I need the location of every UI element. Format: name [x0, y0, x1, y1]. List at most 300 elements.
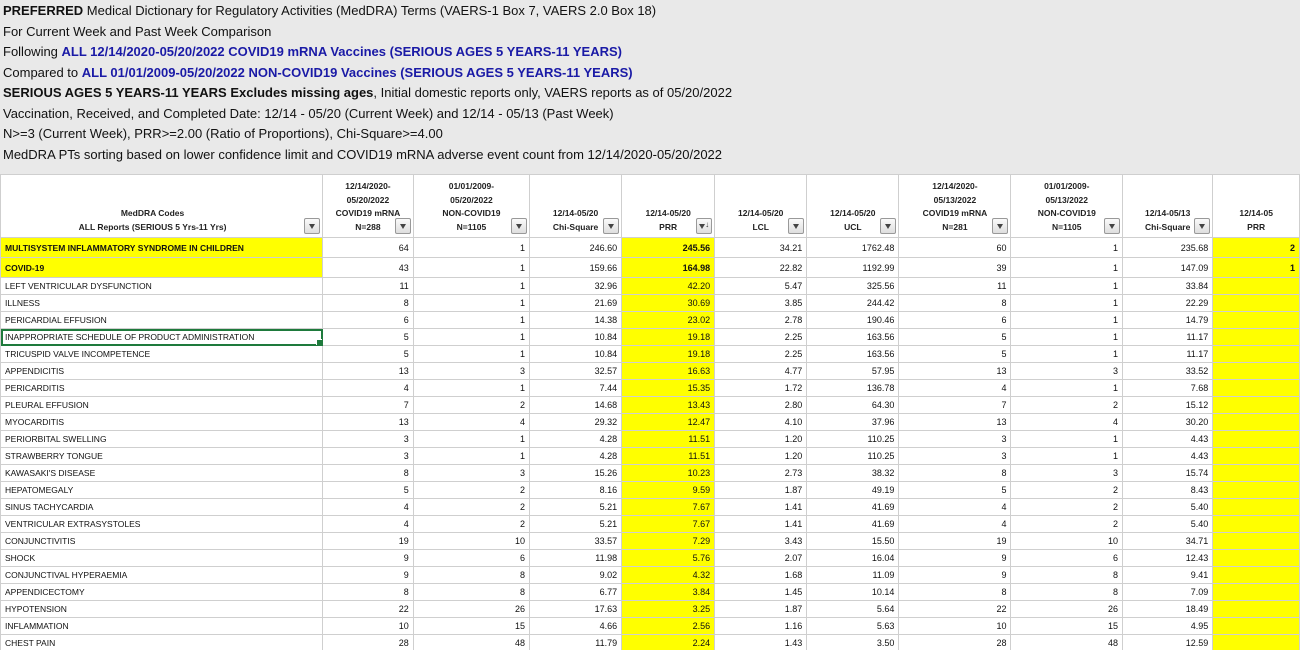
cell-col-3[interactable]: 11.98	[530, 550, 622, 567]
cell-col-1[interactable]: 8	[323, 295, 414, 312]
cell-col-7[interactable]: 60	[899, 238, 1011, 258]
cell-col-7[interactable]: 3	[899, 431, 1011, 448]
cell-meddra-term[interactable]	[1, 414, 323, 431]
cell-col-4[interactable]: 23.02	[622, 312, 715, 329]
cell-col-10[interactable]	[1213, 431, 1300, 448]
cell-col-5[interactable]: 1.41	[715, 516, 807, 533]
cell-col-4[interactable]: 30.69	[622, 295, 715, 312]
cell-col-2[interactable]: 4	[413, 414, 529, 431]
cell-col-7[interactable]: 7	[899, 397, 1011, 414]
cell-col-7[interactable]: 8	[899, 584, 1011, 601]
cell-col-5[interactable]: 2.25	[715, 329, 807, 346]
cell-col-6[interactable]: 10.14	[807, 584, 899, 601]
cell-col-8[interactable]: 1	[1011, 258, 1123, 278]
column-header-2[interactable]	[413, 175, 529, 238]
cell-col-9[interactable]: 11.17	[1123, 329, 1213, 346]
cell-col-9[interactable]: 5.40	[1123, 516, 1213, 533]
cell-col-3[interactable]: 246.60	[530, 238, 622, 258]
cell-col-6[interactable]: 163.56	[807, 329, 899, 346]
cell-col-7[interactable]: 4	[899, 499, 1011, 516]
cell-col-6[interactable]: 1762.48	[807, 238, 899, 258]
cell-col-9[interactable]: 34.71	[1123, 533, 1213, 550]
cell-col-1[interactable]: 9	[323, 567, 414, 584]
cell-col-2[interactable]: 3	[413, 465, 529, 482]
cell-col-1[interactable]: 43	[323, 258, 414, 278]
cell-col-5[interactable]: 1.45	[715, 584, 807, 601]
filter-dropdown-button[interactable]	[788, 218, 804, 234]
cell-col-1[interactable]: 8	[323, 584, 414, 601]
cell-meddra-term[interactable]	[1, 431, 323, 448]
cell-col-2[interactable]: 2	[413, 397, 529, 414]
cell-col-3[interactable]: 8.16	[530, 482, 622, 499]
cell-col-4[interactable]: 42.20	[622, 278, 715, 295]
cell-col-1[interactable]: 4	[323, 516, 414, 533]
filter-dropdown-button[interactable]	[1194, 218, 1210, 234]
cell-col-10[interactable]	[1213, 601, 1300, 618]
cell-col-5[interactable]: 2.80	[715, 397, 807, 414]
cell-col-6[interactable]: 11.09	[807, 567, 899, 584]
filter-dropdown-button[interactable]	[1104, 218, 1120, 234]
cell-col-5[interactable]: 34.21	[715, 238, 807, 258]
cell-col-2[interactable]: 3	[413, 363, 529, 380]
cell-col-10[interactable]	[1213, 482, 1300, 499]
cell-col-2[interactable]: 1	[413, 431, 529, 448]
cell-col-10[interactable]	[1213, 397, 1300, 414]
cell-meddra-term[interactable]	[1, 618, 323, 635]
cell-col-2[interactable]: 15	[413, 618, 529, 635]
cell-col-3[interactable]: 7.44	[530, 380, 622, 397]
cell-col-8[interactable]: 1	[1011, 346, 1123, 363]
cell-col-6[interactable]: 57.95	[807, 363, 899, 380]
cell-col-8[interactable]: 8	[1011, 584, 1123, 601]
cell-col-3[interactable]: 15.26	[530, 465, 622, 482]
cell-col-7[interactable]: 9	[899, 550, 1011, 567]
cell-col-4[interactable]: 11.51	[622, 448, 715, 465]
table-row	[1, 346, 1300, 363]
cell-col-5[interactable]: 1.68	[715, 567, 807, 584]
cell-col-1[interactable]: 4	[323, 380, 414, 397]
data-grid-viewport[interactable]	[0, 174, 1300, 650]
cell-meddra-term[interactable]	[1, 278, 323, 295]
cell-col-10[interactable]	[1213, 465, 1300, 482]
cell-col-2[interactable]: 1	[413, 238, 529, 258]
cell-meddra-term[interactable]	[1, 499, 323, 516]
cell-col-8[interactable]: 1	[1011, 238, 1123, 258]
cell-col-5[interactable]: 2.78	[715, 312, 807, 329]
cell-col-3[interactable]: 6.77	[530, 584, 622, 601]
cell-col-1[interactable]: 3	[323, 431, 414, 448]
cell-meddra-term[interactable]	[1, 346, 323, 363]
cell-col-7[interactable]: 28	[899, 635, 1011, 650]
column-header-3[interactable]	[530, 175, 622, 238]
cell-col-4[interactable]: 3.84	[622, 584, 715, 601]
cell-col-7[interactable]: 5	[899, 329, 1011, 346]
cell-col-2[interactable]: 6	[413, 550, 529, 567]
cell-col-9[interactable]: 15.12	[1123, 397, 1213, 414]
cell-col-5[interactable]: 1.87	[715, 601, 807, 618]
cell-col-1[interactable]: 5	[323, 482, 414, 499]
cell-col-1[interactable]: 10	[323, 618, 414, 635]
cell-col-3[interactable]: 4.66	[530, 618, 622, 635]
cell-col-5[interactable]: 22.82	[715, 258, 807, 278]
cell-col-7[interactable]: 4	[899, 516, 1011, 533]
column-header-6[interactable]	[807, 175, 899, 238]
cell-col-1[interactable]: 7	[323, 397, 414, 414]
cell-col-5[interactable]: 1.87	[715, 482, 807, 499]
cell-col-3[interactable]: 4.28	[530, 448, 622, 465]
cell-col-8[interactable]: 1	[1011, 295, 1123, 312]
cell-col-1[interactable]: 5	[323, 346, 414, 363]
cell-meddra-term[interactable]	[1, 482, 323, 499]
cell-col-2[interactable]: 48	[413, 635, 529, 650]
cell-col-2[interactable]: 2	[413, 499, 529, 516]
cell-col-10[interactable]	[1213, 635, 1300, 650]
cell-col-9[interactable]: 7.68	[1123, 380, 1213, 397]
cell-col-3[interactable]: 5.21	[530, 499, 622, 516]
cell-col-2[interactable]: 1	[413, 312, 529, 329]
cell-col-4[interactable]: 3.25	[622, 601, 715, 618]
column-header-10[interactable]	[1213, 175, 1300, 238]
cell-col-8[interactable]: 2	[1011, 397, 1123, 414]
cell-col-2[interactable]: 1	[413, 278, 529, 295]
cell-col-5[interactable]: 1.43	[715, 635, 807, 650]
cell-col-5[interactable]: 1.16	[715, 618, 807, 635]
cell-col-6[interactable]: 1192.99	[807, 258, 899, 278]
cell-meddra-term[interactable]	[1, 516, 323, 533]
cell-col-10[interactable]	[1213, 312, 1300, 329]
cell-col-6[interactable]: 41.69	[807, 499, 899, 516]
cell-col-5[interactable]: 4.10	[715, 414, 807, 431]
cell-col-3[interactable]: 21.69	[530, 295, 622, 312]
cell-col-4[interactable]: 7.67	[622, 516, 715, 533]
cell-col-10[interactable]	[1213, 533, 1300, 550]
cell-col-6[interactable]: 41.69	[807, 516, 899, 533]
cell-col-8[interactable]: 2	[1011, 482, 1123, 499]
cell-col-5[interactable]: 2.25	[715, 346, 807, 363]
cell-col-1[interactable]: 4	[323, 499, 414, 516]
cell-meddra-term[interactable]	[1, 380, 323, 397]
cell-col-9[interactable]: 4.43	[1123, 448, 1213, 465]
cell-col-6[interactable]: 325.56	[807, 278, 899, 295]
cell-col-7[interactable]: 5	[899, 346, 1011, 363]
cell-col-6[interactable]: 5.64	[807, 601, 899, 618]
cell-meddra-term[interactable]	[1, 329, 323, 346]
cell-col-8[interactable]: 1	[1011, 448, 1123, 465]
cell-col-1[interactable]: 13	[323, 363, 414, 380]
filter-dropdown-button[interactable]	[511, 218, 527, 234]
cell-col-9[interactable]: 8.43	[1123, 482, 1213, 499]
cell-col-7[interactable]: 8	[899, 465, 1011, 482]
filter-dropdown-button[interactable]	[304, 218, 320, 234]
cell-col-3[interactable]: 32.57	[530, 363, 622, 380]
filter-dropdown-button[interactable]	[880, 218, 896, 234]
cell-col-6[interactable]: 3.50	[807, 635, 899, 650]
cell-col-8[interactable]: 1	[1011, 312, 1123, 329]
cell-col-9[interactable]: 4.43	[1123, 431, 1213, 448]
cell-col-7[interactable]: 11	[899, 278, 1011, 295]
cell-col-3[interactable]: 17.63	[530, 601, 622, 618]
cell-col-10[interactable]	[1213, 618, 1300, 635]
cell-col-6[interactable]: 16.04	[807, 550, 899, 567]
cell-col-2[interactable]: 26	[413, 601, 529, 618]
cell-col-6[interactable]: 64.30	[807, 397, 899, 414]
cell-col-2[interactable]: 2	[413, 516, 529, 533]
cell-col-7[interactable]: 13	[899, 414, 1011, 431]
cell-col-1[interactable]: 6	[323, 312, 414, 329]
cell-col-8[interactable]: 1	[1011, 329, 1123, 346]
cell-col-8[interactable]: 2	[1011, 499, 1123, 516]
cell-col-10[interactable]	[1213, 380, 1300, 397]
column-header-1[interactable]	[323, 175, 414, 238]
table-row	[1, 618, 1300, 635]
cell-col-1[interactable]: 19	[323, 533, 414, 550]
meddra-term-text: CONJUNCTIVAL HYPERAEMIA	[5, 570, 128, 580]
cell-col-7[interactable]: 39	[899, 258, 1011, 278]
cell-col-5[interactable]: 3.85	[715, 295, 807, 312]
cell-col-10[interactable]	[1213, 516, 1300, 533]
cell-col-1[interactable]: 22	[323, 601, 414, 618]
cell-col-2[interactable]: 1	[413, 380, 529, 397]
cell-col-6[interactable]: 38.32	[807, 465, 899, 482]
cell-col-5[interactable]: 1.72	[715, 380, 807, 397]
cell-col-8[interactable]: 6	[1011, 550, 1123, 567]
cell-col-7[interactable]: 13	[899, 363, 1011, 380]
column-header-5-line-0: 12/14-05/20	[738, 208, 784, 218]
cell-col-3[interactable]: 11.79	[530, 635, 622, 650]
cell-col-9[interactable]: 235.68	[1123, 238, 1213, 258]
cell-meddra-term[interactable]	[1, 258, 323, 278]
cell-col-9[interactable]: 11.17	[1123, 346, 1213, 363]
cell-col-8[interactable]: 15	[1011, 618, 1123, 635]
filter-dropdown-button[interactable]	[603, 218, 619, 234]
cell-col-9[interactable]: 30.20	[1123, 414, 1213, 431]
cell-col-9[interactable]: 15.74	[1123, 465, 1213, 482]
cell-col-8[interactable]: 1	[1011, 278, 1123, 295]
cell-col-10[interactable]	[1213, 499, 1300, 516]
meddra-term-text: CHEST PAIN	[5, 638, 56, 648]
cell-col-7[interactable]: 3	[899, 448, 1011, 465]
cell-col-6[interactable]: 37.96	[807, 414, 899, 431]
cell-col-3[interactable]: 33.57	[530, 533, 622, 550]
cell-col-8[interactable]: 3	[1011, 465, 1123, 482]
cell-col-9[interactable]: 33.52	[1123, 363, 1213, 380]
cell-col-2[interactable]: 8	[413, 567, 529, 584]
cell-meddra-term[interactable]	[1, 465, 323, 482]
cell-col-8[interactable]: 8	[1011, 567, 1123, 584]
cell-col-9[interactable]: 12.43	[1123, 550, 1213, 567]
cell-meddra-term[interactable]	[1, 550, 323, 567]
cell-meddra-term[interactable]	[1, 363, 323, 380]
cell-col-4[interactable]: 5.76	[622, 550, 715, 567]
cell-col-5[interactable]: 5.47	[715, 278, 807, 295]
cell-col-4[interactable]: 2.24	[622, 635, 715, 650]
cell-col-3[interactable]: 159.66	[530, 258, 622, 278]
cell-col-8[interactable]: 1	[1011, 431, 1123, 448]
cell-col-10[interactable]	[1213, 278, 1300, 295]
column-header-1-line-1: 05/20/2022	[346, 194, 390, 205]
cell-col-4[interactable]: 19.18	[622, 329, 715, 346]
column-header-8[interactable]	[1011, 175, 1123, 238]
cell-col-4[interactable]: 16.63	[622, 363, 715, 380]
cell-col-2[interactable]: 1	[413, 295, 529, 312]
cell-col-2[interactable]: 1	[413, 448, 529, 465]
cell-col-6[interactable]: 5.63	[807, 618, 899, 635]
cell-col-9[interactable]: 9.41	[1123, 567, 1213, 584]
cell-col-3[interactable]: 14.38	[530, 312, 622, 329]
cell-col-10[interactable]	[1213, 295, 1300, 312]
cell-col-6[interactable]: 110.25	[807, 431, 899, 448]
cell-col-10[interactable]	[1213, 414, 1300, 431]
cell-col-4[interactable]: 10.23	[622, 465, 715, 482]
cell-col-8[interactable]: 48	[1011, 635, 1123, 650]
cell-meddra-term[interactable]	[1, 448, 323, 465]
cell-col-6[interactable]: 136.78	[807, 380, 899, 397]
cell-col-5[interactable]: 1.20	[715, 448, 807, 465]
cell-col-7[interactable]: 4	[899, 380, 1011, 397]
cell-col-4[interactable]: 19.18	[622, 346, 715, 363]
cell-col-4[interactable]: 11.51	[622, 431, 715, 448]
cell-col-3[interactable]: 10.84	[530, 329, 622, 346]
column-header-4[interactable]	[622, 175, 715, 238]
cell-col-2[interactable]: 1	[413, 258, 529, 278]
cell-col-7[interactable]: 10	[899, 618, 1011, 635]
cell-col-10[interactable]	[1213, 329, 1300, 346]
cell-meddra-term[interactable]	[1, 312, 323, 329]
cell-col-5[interactable]: 2.73	[715, 465, 807, 482]
column-header-7[interactable]	[899, 175, 1011, 238]
column-header-5[interactable]	[715, 175, 807, 238]
cell-col-4[interactable]: 4.32	[622, 567, 715, 584]
cell-col-5[interactable]: 2.07	[715, 550, 807, 567]
info-line-4-prefix: Compared to	[3, 64, 82, 80]
column-header-0-line-0: MedDRA Codes	[120, 208, 185, 218]
cell-col-10[interactable]: 2	[1213, 238, 1300, 258]
cell-col-1[interactable]: 3	[323, 448, 414, 465]
cell-col-9[interactable]: 33.84	[1123, 278, 1213, 295]
filter-dropdown-button[interactable]	[395, 218, 411, 234]
cell-col-5[interactable]: 4.77	[715, 363, 807, 380]
cell-col-6[interactable]: 15.50	[807, 533, 899, 550]
cell-col-8[interactable]: 1	[1011, 380, 1123, 397]
column-header-9-line-0: 12/14-05/13	[1144, 208, 1191, 218]
cell-col-7[interactable]: 22	[899, 601, 1011, 618]
cell-col-4[interactable]: 245.56	[622, 238, 715, 258]
cell-col-4[interactable]: 164.98	[622, 258, 715, 278]
cell-col-8[interactable]: 4	[1011, 414, 1123, 431]
cell-col-1[interactable]: 5	[323, 329, 414, 346]
cell-col-8[interactable]: 2	[1011, 516, 1123, 533]
cell-col-10[interactable]	[1213, 363, 1300, 380]
cell-col-3[interactable]: 9.02	[530, 567, 622, 584]
cell-col-4[interactable]: 9.59	[622, 482, 715, 499]
table-row	[1, 567, 1300, 584]
cell-meddra-term[interactable]	[1, 295, 323, 312]
cell-col-4[interactable]: 13.43	[622, 397, 715, 414]
cell-col-6[interactable]: 110.25	[807, 448, 899, 465]
cell-col-5[interactable]: 1.20	[715, 431, 807, 448]
header-row	[1, 175, 1300, 238]
cell-col-7[interactable]: 8	[899, 295, 1011, 312]
cell-col-3[interactable]: 32.96	[530, 278, 622, 295]
cell-col-3[interactable]: 10.84	[530, 346, 622, 363]
cell-col-2[interactable]: 10	[413, 533, 529, 550]
cell-meddra-term[interactable]	[1, 567, 323, 584]
cell-col-10[interactable]: 1	[1213, 258, 1300, 278]
filter-dropdown-button[interactable]	[992, 218, 1008, 234]
column-header-9[interactable]	[1123, 175, 1213, 238]
cell-col-4[interactable]: 7.67	[622, 499, 715, 516]
cell-col-9[interactable]: 14.79	[1123, 312, 1213, 329]
cell-col-3[interactable]: 4.28	[530, 431, 622, 448]
cell-col-9[interactable]: 5.40	[1123, 499, 1213, 516]
cell-col-5[interactable]: 3.43	[715, 533, 807, 550]
cell-col-10[interactable]	[1213, 550, 1300, 567]
cell-col-7[interactable]: 19	[899, 533, 1011, 550]
cell-col-1[interactable]: 64	[323, 238, 414, 258]
cell-col-4[interactable]: 2.56	[622, 618, 715, 635]
cell-col-1[interactable]: 9	[323, 550, 414, 567]
cell-col-9[interactable]: 4.95	[1123, 618, 1213, 635]
column-header-6-line-1: UCL	[844, 221, 862, 232]
cell-col-1[interactable]: 8	[323, 465, 414, 482]
selection-fill-handle[interactable]	[316, 339, 323, 346]
cell-col-2[interactable]: 1	[413, 346, 529, 363]
cell-col-7[interactable]: 5	[899, 482, 1011, 499]
cell-col-6[interactable]: 244.42	[807, 295, 899, 312]
cell-meddra-term[interactable]	[1, 584, 323, 601]
cell-col-2[interactable]: 1	[413, 329, 529, 346]
column-header-0[interactable]	[1, 175, 323, 238]
cell-col-8[interactable]: 26	[1011, 601, 1123, 618]
cell-col-4[interactable]: 12.47	[622, 414, 715, 431]
cell-col-6[interactable]: 49.19	[807, 482, 899, 499]
cell-col-1[interactable]: 11	[323, 278, 414, 295]
cell-col-5[interactable]: 1.41	[715, 499, 807, 516]
cell-col-1[interactable]: 13	[323, 414, 414, 431]
cell-col-9[interactable]: 12.59	[1123, 635, 1213, 650]
cell-col-10[interactable]	[1213, 584, 1300, 601]
grid-body	[1, 238, 1300, 650]
cell-col-7[interactable]: 9	[899, 567, 1011, 584]
cell-col-8[interactable]: 10	[1011, 533, 1123, 550]
cell-col-10[interactable]	[1213, 448, 1300, 465]
cell-col-8[interactable]: 3	[1011, 363, 1123, 380]
sort-filter-button[interactable]	[696, 218, 712, 234]
cell-col-7[interactable]: 6	[899, 312, 1011, 329]
cell-col-4[interactable]: 7.29	[622, 533, 715, 550]
cell-meddra-term[interactable]	[1, 238, 323, 258]
cell-meddra-term[interactable]	[1, 601, 323, 618]
cell-col-9[interactable]: 147.09	[1123, 258, 1213, 278]
cell-col-10[interactable]	[1213, 567, 1300, 584]
cell-col-9[interactable]: 18.49	[1123, 601, 1213, 618]
cell-col-2[interactable]: 8	[413, 584, 529, 601]
cell-meddra-term[interactable]	[1, 397, 323, 414]
cell-col-4[interactable]: 15.35	[622, 380, 715, 397]
cell-col-6[interactable]: 190.46	[807, 312, 899, 329]
cell-meddra-term[interactable]	[1, 635, 323, 650]
cell-meddra-term[interactable]	[1, 533, 323, 550]
cell-col-3[interactable]: 14.68	[530, 397, 622, 414]
cell-col-6[interactable]: 163.56	[807, 346, 899, 363]
cell-col-10[interactable]	[1213, 346, 1300, 363]
cell-col-3[interactable]: 5.21	[530, 516, 622, 533]
cell-col-9[interactable]: 7.09	[1123, 584, 1213, 601]
cell-col-9[interactable]: 22.29	[1123, 295, 1213, 312]
cell-col-3[interactable]: 29.32	[530, 414, 622, 431]
cell-col-2[interactable]: 2	[413, 482, 529, 499]
cell-col-1[interactable]: 28	[323, 635, 414, 650]
